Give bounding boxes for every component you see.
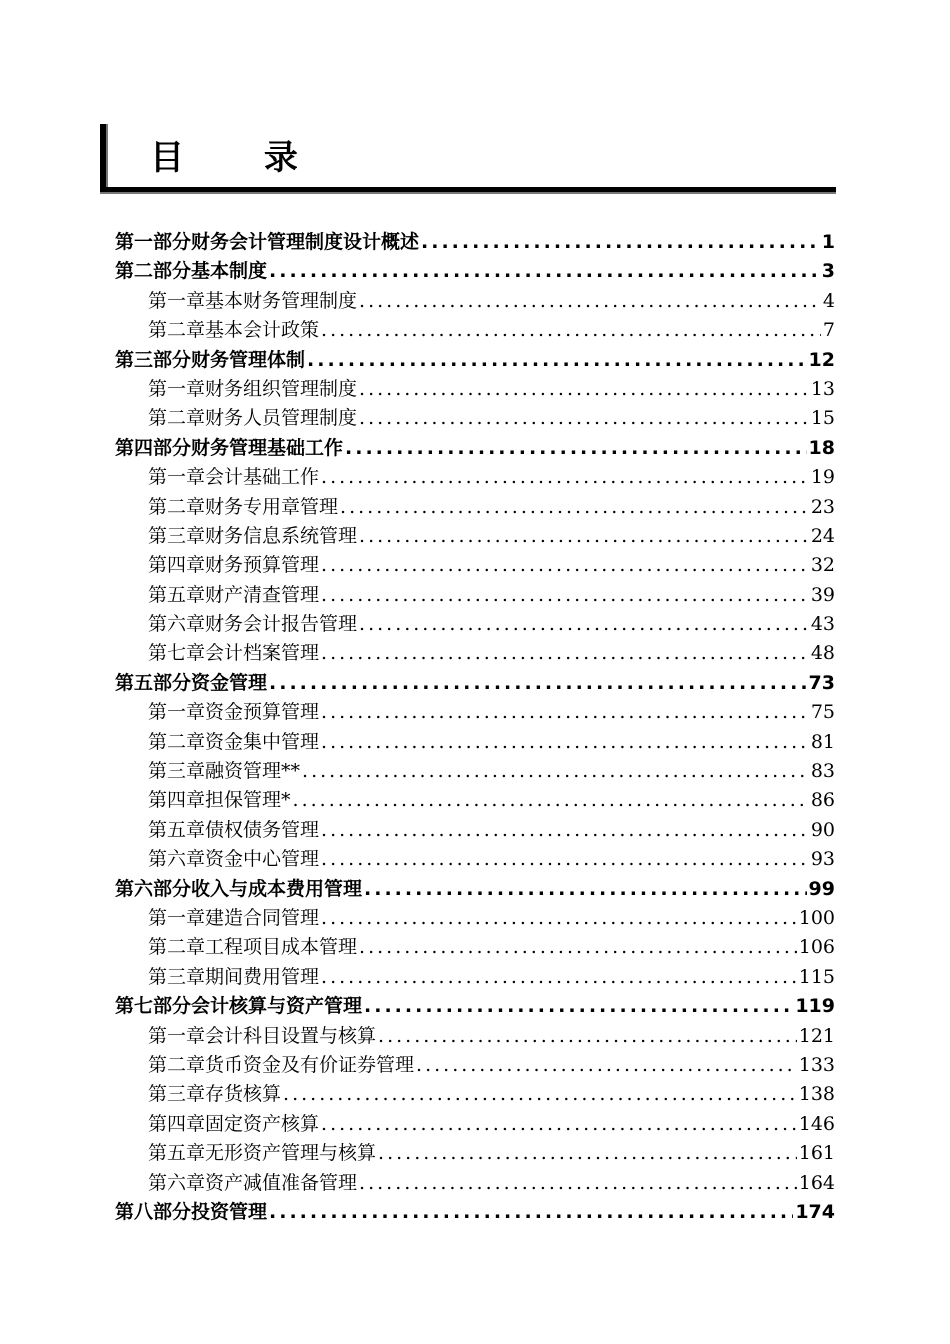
toc-entry-title: 工程项目成本管理 [205,936,358,959]
toc-chapter-entry[interactable] [115,963,835,992]
toc-entry-title: 财务预算管理 [205,554,320,577]
toc-entry-number: 第五章 [148,583,206,606]
toc-entry-number: 第七章 [148,642,206,665]
toc-entry-number: 第四章 [148,554,206,577]
toc-chapter-entry[interactable] [115,1022,835,1051]
toc-entry-number: 第二章 [148,936,206,959]
toc-entry-page: 19 [810,466,835,489]
toc-entry-title: 财务信息系统管理 [205,524,358,547]
toc-entry-title: 基本财务管理制度 [205,289,358,312]
toc-entry-number: 第二部分 [115,260,192,283]
toc-entry-number: 第三章 [148,1083,206,1106]
toc-entry-page: 83 [810,760,835,783]
toc-leader-dots [321,581,809,610]
toc-chapter-entry[interactable] [115,581,835,610]
toc-leader-dots [321,845,809,874]
toc-leader-dots [378,1139,797,1168]
toc-entry-page: 73 [808,671,835,694]
toc-chapter-entry[interactable] [115,404,835,433]
toc-leader-dots [321,904,797,933]
toc-entry-page: 93 [810,848,835,871]
toc-entry-title: 财务管理体制 [191,348,306,371]
toc-entry-number: 第四部分 [115,436,192,459]
toc-entry-number: 第五部分 [115,671,192,694]
toc-chapter-entry[interactable] [115,786,835,815]
toc-entry-title: 收入与成本费用管理 [191,877,363,900]
toc-entry-title: 融资管理** [205,760,301,783]
toc-leader-dots [364,875,807,904]
toc-leader-dots [321,816,809,845]
toc-chapter-entry[interactable] [115,845,835,874]
toc-entry-number: 第四章 [148,1112,206,1135]
toc-entry-number: 第一部分 [115,231,192,253]
toc-entry-number: 第一章 [148,906,206,929]
toc-entry-title: 财务会计报告管理 [205,613,358,636]
toc-leader-dots [359,610,809,639]
toc-entry-title: 资金预算管理 [205,701,320,724]
toc-entry-title: 资金集中管理 [205,730,320,753]
toc-entry-title: 存货核算 [205,1083,282,1106]
toc-entry-page: 12 [808,348,835,371]
toc-leader-dots [340,493,809,522]
header-rule-shadow [100,192,836,194]
toc-entry-number: 第三章 [148,524,206,547]
toc-entry-number: 第六章 [148,1171,206,1194]
toc-chapter-entry[interactable] [115,316,835,345]
toc-leader-dots [359,404,809,433]
toc-leader-dots [321,728,809,757]
toc-leader-dots [293,786,809,815]
toc-part-entry[interactable] [115,434,835,463]
toc-entry-page: 32 [810,554,835,577]
toc-entry-title: 担保管理* [205,789,291,812]
toc-entry-title: 会计核算与资产管理 [191,995,363,1018]
toc-entry-number: 第七部分 [115,995,192,1018]
toc-entry-title: 固定资产核算 [205,1112,320,1135]
toc-entry-page: 121 [798,1024,835,1047]
toc-entry-page: 18 [808,436,835,459]
toc-entry-number: 第二章 [148,319,206,342]
toc-entry-number: 第二章 [148,407,206,430]
toc-entry-title: 会计档案管理 [205,642,320,665]
toc-part-entry[interactable] [115,669,835,698]
toc-chapter-entry[interactable] [115,610,835,639]
header-vertical-bar [100,124,106,192]
table-of-contents [115,228,835,1227]
toc-entry-number: 第五章 [148,1142,206,1165]
toc-entry-page: 23 [810,495,835,518]
toc-chapter-entry[interactable] [115,639,835,668]
toc-entry-page: 119 [795,995,835,1018]
toc-leader-dots [378,1022,797,1051]
toc-entry-number: 第一章 [148,466,206,489]
toc-entry-title: 财务人员管理制度 [205,407,358,430]
toc-chapter-entry[interactable] [115,463,835,492]
toc-chapter-entry[interactable] [115,375,835,404]
toc-entry-page: 13 [810,377,835,400]
toc-leader-dots [359,287,821,316]
toc-chapter-entry[interactable] [115,1051,835,1080]
toc-entry-page: 43 [810,613,835,636]
toc-part-entry[interactable] [115,875,835,904]
toc-entry-title: 资金管理 [191,671,268,694]
toc-entry-page: 90 [810,818,835,841]
toc-entry-title: 无形资产管理与核算 [205,1142,377,1165]
toc-leader-dots [321,639,809,668]
toc-entry-page: 1 [821,231,835,253]
toc-entry-number: 第八部分 [115,1200,192,1223]
toc-entry-page: 75 [810,701,835,724]
toc-entry-number: 第二章 [148,495,206,518]
toc-entry-number: 第三部分 [115,348,192,371]
toc-entry-title: 货币资金及有价证券管理 [205,1053,415,1076]
toc-entry-page: 81 [810,730,835,753]
toc-entry-title: 会计基础工作 [205,466,320,489]
toc-chapter-entry[interactable] [115,757,835,786]
toc-entry-page: 174 [795,1200,835,1223]
toc-leader-dots [321,316,821,345]
toc-chapter-entry[interactable] [115,816,835,845]
toc-entry-title: 财务专用章管理 [205,495,339,518]
toc-leader-dots [269,1198,793,1227]
toc-leader-dots [359,933,797,962]
toc-entry-number: 第六章 [148,613,206,636]
toc-leader-dots [321,463,809,492]
toc-entry-number: 第一章 [148,701,206,724]
toc-entry-title: 投资管理 [191,1200,268,1223]
toc-entry-page: 86 [810,789,835,812]
page-title: 目 录 [150,138,332,178]
toc-leader-dots [302,757,809,786]
toc-entry-title: 基本制度 [191,260,268,283]
toc-entry-page: 133 [798,1053,835,1076]
toc-entry-title: 债权债务管理 [205,818,320,841]
toc-entry-title: 期间费用管理 [205,965,320,988]
toc-part-entry[interactable] [115,346,835,375]
toc-entry-page: 164 [798,1171,835,1194]
toc-entry-page: 24 [810,524,835,547]
toc-entry-title: 建造合同管理 [205,906,320,929]
toc-part-entry[interactable] [115,992,835,1021]
toc-entry-title: 财务组织管理制度 [205,377,358,400]
toc-entry-title: 资金中心管理 [205,848,320,871]
toc-leader-dots [321,1110,797,1139]
toc-entry-title: 财务管理基础工作 [191,436,344,459]
toc-part-entry[interactable] [115,228,835,257]
toc-entry-title: 资产减值准备管理 [205,1171,358,1194]
toc-entry-page: 161 [798,1142,835,1165]
toc-chapter-entry[interactable] [115,522,835,551]
toc-entry-number: 第一章 [148,289,206,312]
toc-chapter-entry[interactable] [115,904,835,933]
toc-entry-page: 115 [798,965,835,988]
toc-entry-number: 第六部分 [115,877,192,900]
toc-entry-number: 第二章 [148,730,206,753]
toc-chapter-entry[interactable] [115,493,835,522]
toc-leader-dots [321,698,809,727]
toc-entry-title: 会计科目设置与核算 [205,1024,377,1047]
toc-entry-number: 第五章 [148,818,206,841]
toc-leader-dots [359,1169,797,1198]
toc-chapter-entry[interactable] [115,551,835,580]
toc-chapter-entry[interactable] [115,287,835,316]
toc-entry-number: 第二章 [148,1053,206,1076]
toc-leader-dots [359,375,809,404]
toc-entry-page: 39 [810,583,835,606]
toc-entry-page: 15 [810,407,835,430]
toc-chapter-entry[interactable] [115,933,835,962]
toc-chapter-entry[interactable] [115,1139,835,1168]
toc-entry-number: 第一章 [148,1024,206,1047]
toc-chapter-entry[interactable] [115,1110,835,1139]
toc-leader-dots [321,551,809,580]
toc-entry-number: 第四章 [148,789,206,812]
toc-entry-page: 4 [822,289,835,312]
toc-entry-title: 财务会计管理制度设计概述 [191,231,420,253]
toc-leader-dots [307,346,807,375]
toc-chapter-entry[interactable] [115,728,835,757]
toc-leader-dots [416,1051,797,1080]
toc-leader-dots [321,963,797,992]
toc-entry-page: 99 [808,877,835,900]
toc-entry-number: 第六章 [148,848,206,871]
toc-entry-number: 第一章 [148,377,206,400]
toc-entry-number: 第三章 [148,965,206,988]
toc-entry-page: 100 [798,906,835,929]
toc-leader-dots [269,257,820,286]
toc-chapter-entry[interactable] [115,1080,835,1109]
toc-leader-dots [421,228,820,257]
toc-entry-number: 第三章 [148,760,206,783]
toc-part-entry[interactable] [115,1198,835,1227]
toc-chapter-entry[interactable] [115,1169,835,1198]
toc-chapter-entry[interactable] [115,698,835,727]
toc-leader-dots [345,434,807,463]
toc-entry-title: 基本会计政策 [205,319,320,342]
toc-part-entry[interactable] [115,257,835,286]
toc-entry-page: 7 [822,319,835,342]
toc-entry-page: 138 [798,1083,835,1106]
toc-leader-dots [359,522,809,551]
toc-entry-page: 3 [821,260,835,283]
toc-entry-page: 106 [798,936,835,959]
toc-leader-dots [364,992,793,1021]
toc-entry-title: 财产清查管理 [205,583,320,606]
toc-entry-page: 48 [810,642,835,665]
toc-leader-dots [269,669,807,698]
toc-entry-page: 146 [798,1112,835,1135]
toc-leader-dots [283,1080,797,1109]
